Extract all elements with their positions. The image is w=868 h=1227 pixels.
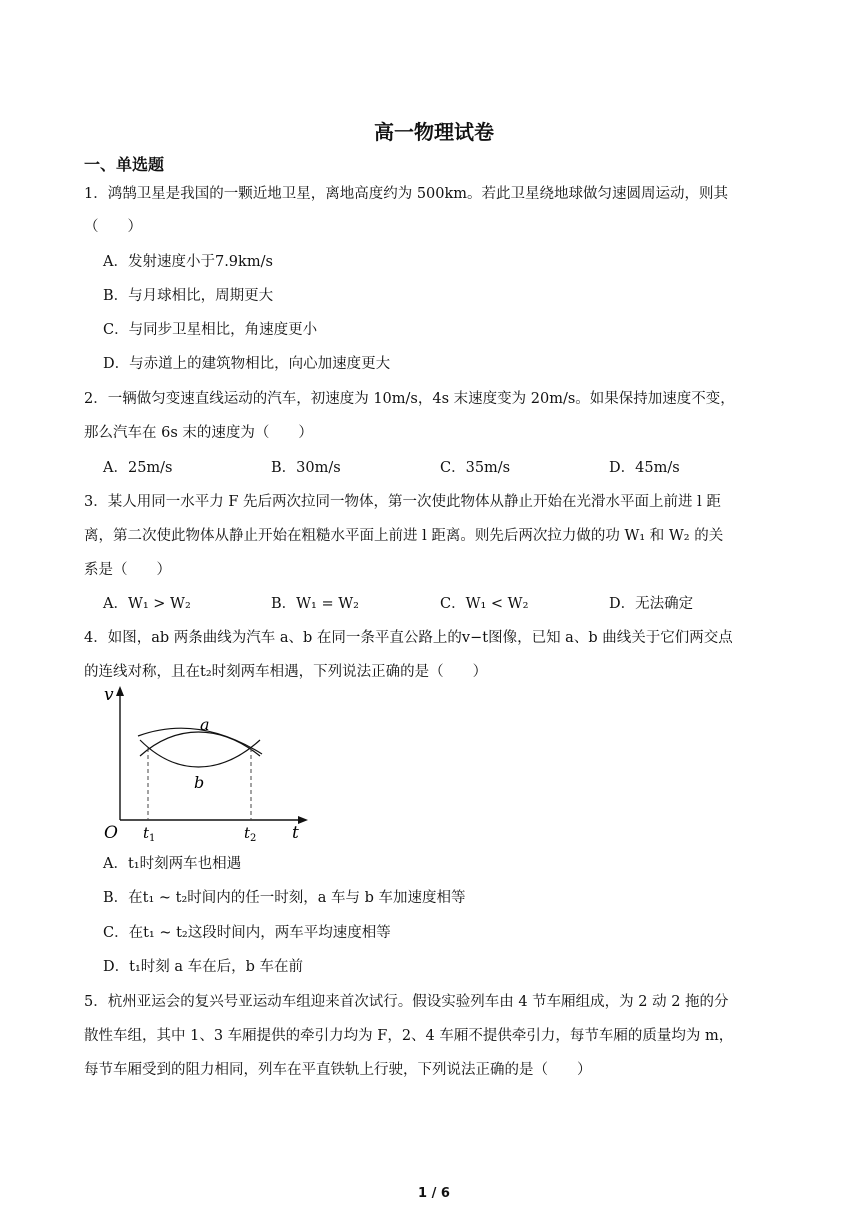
curve-a-line xyxy=(140,732,260,756)
q1-option-b: B．与月球相比，周期更大 xyxy=(103,288,274,304)
q5-stem-line3: 每节车厢受到的阻力相同，列车在平直铁轨上行驶，下列说法正确的是（ ） xyxy=(84,1062,592,1078)
q1-stem-line1: 1．鸿鹄卫星是我国的一颗近地卫星，离地高度约为 500km。若此卫星绕地球做匀速圆周运动，则其 xyxy=(84,186,729,202)
q5-stem-line1: 5．杭州亚运会的复兴号亚运动车组迎来首次试行。假设实验列车由 4 节车厢组成，为 2 动 2 拖的分 xyxy=(84,994,729,1010)
q1-option-d: D．与赤道上的建筑物相比，向心加速度更大 xyxy=(103,356,391,372)
q4-stem-line1: 4．如图，ab 两条曲线为汽车 a、b 在同一条平直公路上的v−t图像，已知 a、b 曲线关于它们两交点 xyxy=(84,630,733,646)
q3-stem-line2: 离，第二次使此物体从静止开始在粗糙水平面上前进 l 距离。则先后两次拉力做的功 W₁ 和 W₂ 的关 xyxy=(84,528,724,544)
q2-stem-line1: 2．一辆做匀变速直线运动的汽车，初速度为 10m/s，4s 末速度变为 20m/s。如果保持加速度不变， xyxy=(84,391,735,407)
q2-option-b: B．30m/s xyxy=(271,460,341,476)
exam-title: 高一物理试卷 xyxy=(374,120,494,144)
q2-option-a: A．25m/s xyxy=(103,460,173,476)
q3-stem-line3: 系是（ ） xyxy=(84,562,171,578)
origin-label: O xyxy=(104,823,118,843)
q1-option-a: A．发射速度小于7.9km/s xyxy=(103,254,273,270)
t1-label: $t_1$ xyxy=(143,824,156,844)
q1-option-c: C．与同步卫星相比，角速度更小 xyxy=(103,322,318,338)
q2-option-d: D．45m/s xyxy=(609,460,680,476)
q2-option-c: C．35m/s xyxy=(440,460,511,476)
q5-stem-line2: 散性车组，其中 1、3 车厢提供的牵引力均为 F，2、4 车厢不提供牵引力，每节车厢的质量均为 m， xyxy=(84,1028,734,1044)
q3-option-b: B．W₁ = W₂ xyxy=(271,596,359,612)
t-axis-arrow-icon xyxy=(298,816,308,824)
page-number: 1 / 6 xyxy=(418,1186,450,1201)
q4-stem-line2: 的连线对称，且在t₂时刻两车相遇，下列说法正确的是（ ） xyxy=(84,664,488,680)
t-axis-label: t xyxy=(292,823,299,843)
q3-option-d: D．无法确定 xyxy=(609,596,694,612)
v-axis xyxy=(116,686,124,820)
vt-graph-figure xyxy=(96,684,316,846)
t2-label: $t_2$ xyxy=(244,824,257,844)
q3-option-c: C．W₁ < W₂ xyxy=(440,596,529,612)
v-axis-label: v xyxy=(104,685,114,705)
q4-option-b: B．在t₁ ~ t₂时间内的任一时刻，a 车与 b 车加速度相等 xyxy=(103,890,466,906)
curve-b-label: b xyxy=(194,773,205,792)
q4-option-d: D．t₁时刻 a 车在后，b 车在前 xyxy=(103,959,304,975)
v-axis-arrow-icon xyxy=(116,686,124,696)
q3-stem-line1: 3．某人用同一水平力 F 先后两次拉同一物体，第一次使此物体从静止开始在光滑水平面上前进 l 距 xyxy=(84,494,721,510)
q3-option-a: A．W₁ > W₂ xyxy=(103,596,191,612)
q2-stem-line2: 那么汽车在 6s 末的速度为（ ） xyxy=(84,425,313,441)
q4-option-c: C．在t₁ ~ t₂这段时间内，两车平均速度相等 xyxy=(103,925,391,941)
section-heading: 一、单选题 xyxy=(84,155,165,174)
curve-a-label: a xyxy=(200,715,210,734)
q4-option-a: A．t₁时刻两车也相遇 xyxy=(103,856,242,872)
q1-stem-line2: （ ） xyxy=(84,219,142,235)
